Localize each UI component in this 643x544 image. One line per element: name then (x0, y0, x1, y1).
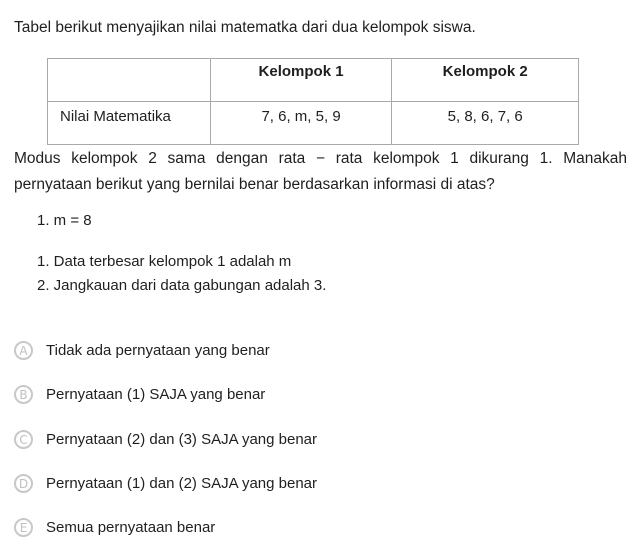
option-text: Pernyataan (1) dan (2) SAJA yang benar (46, 475, 317, 492)
cell-kelompok-2: 5, 8, 6, 7, 6 (392, 102, 579, 145)
table-header-kelompok-2: Kelompok 2 (392, 59, 579, 102)
cell-kelompok-1: 7, 6, m, 5, 9 (210, 102, 392, 145)
statement-1: 1. m = 8 (37, 212, 92, 229)
option-letter-icon: A (14, 341, 33, 360)
table-header-row (48, 59, 579, 102)
option-text: Pernyataan (1) SAJA yang benar (46, 386, 266, 403)
option-d[interactable] (14, 474, 317, 493)
intro-text: Tabel berikut menyajikan nilai matematka dari dua kelompok siswa. (14, 19, 476, 36)
table-header-empty (48, 59, 211, 102)
option-letter-icon: B (14, 385, 33, 404)
option-c[interactable] (14, 430, 317, 449)
scores-table (47, 58, 579, 145)
option-b[interactable] (14, 385, 265, 404)
option-text: Semua pernyataan benar (46, 519, 216, 536)
option-letter-icon: C (14, 430, 33, 449)
statement-2: 1. Data terbesar kelompok 1 adalah m (37, 253, 292, 270)
option-letter-icon: E (14, 518, 33, 537)
option-a[interactable] (14, 341, 270, 360)
table-row (48, 102, 579, 145)
option-e[interactable] (14, 518, 215, 537)
row-label: Nilai Matematika (48, 102, 211, 145)
option-letter-icon: D (14, 474, 33, 493)
option-text: Pernyataan (2) dan (3) SAJA yang benar (46, 431, 317, 448)
question-text: Modus kelompok 2 sama dengan rata − rata kelompok 1 dikurang 1. Manakah pernyataan berikut yang bernilai benar berdasarkan informasi di atas? (14, 150, 627, 193)
statement-3: 2. Jangkauan dari data gabungan adalah 3. (37, 277, 327, 294)
table-header-kelompok-1: Kelompok 1 (210, 59, 392, 102)
option-text: Tidak ada pernyataan yang benar (46, 342, 270, 359)
